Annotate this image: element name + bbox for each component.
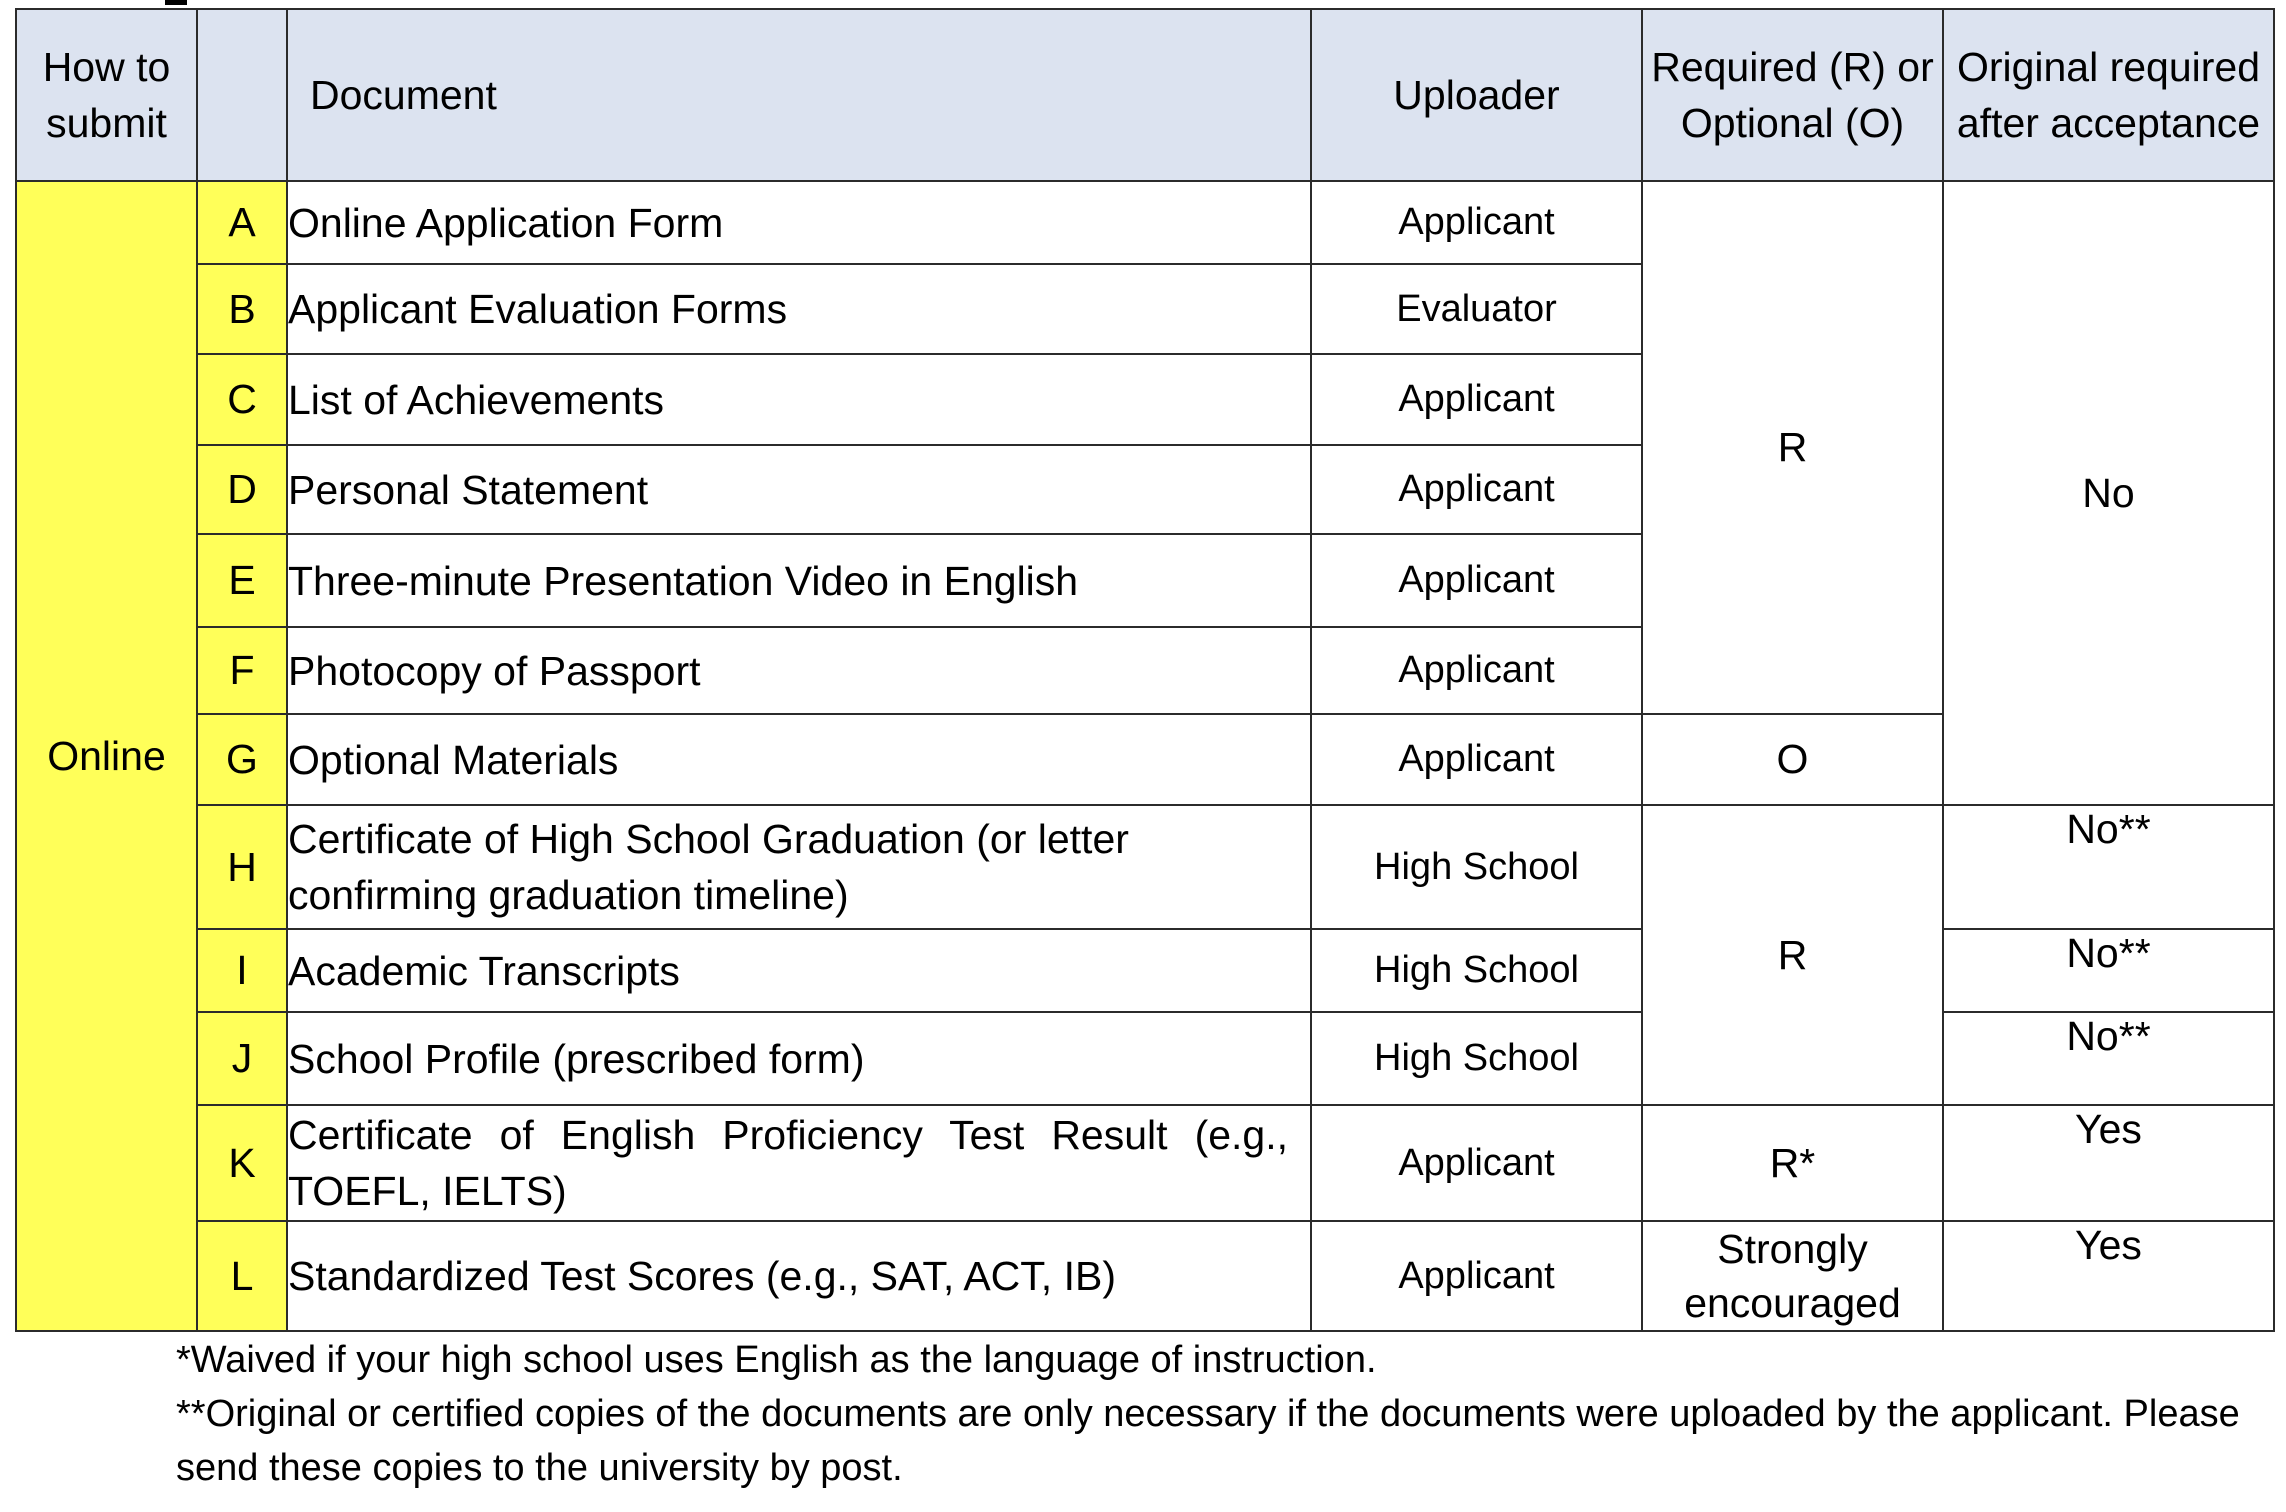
uploader-cell: Applicant [1311,181,1642,264]
document-name: Certificate of High School Graduation (or letter confirming graduation timeline) [287,805,1311,929]
required-cell: R* [1642,1105,1943,1221]
original-cell: No** [1943,805,2274,929]
header-document: Document [287,9,1311,181]
row-letter: C [197,354,287,445]
how-to-submit-cell: Online [16,181,197,1331]
row-letter: I [197,929,287,1012]
uploader-cell: Applicant [1311,445,1642,534]
document-name: Online Application Form [287,181,1311,264]
uploader-cell: Applicant [1311,714,1642,805]
uploader-cell: High School [1311,805,1642,929]
required-cell: Strongly encouraged [1642,1221,1943,1331]
uploader-cell: Applicant [1311,627,1642,714]
row-letter: E [197,534,287,627]
uploader-cell: Evaluator [1311,264,1642,354]
original-cell: Yes [1943,1105,2274,1221]
row-letter: L [197,1221,287,1331]
document-name: Three-minute Presentation Video in English [287,534,1311,627]
table-row [16,1105,2274,1221]
header-how-to-submit: How to submit [16,9,197,181]
footnote-original-copies: **Original or certified copies of the documents are only necessary if the documents were uploaded by the applicant. Please send these copies to the university by post. [176,1393,2240,1489]
footnote-waived: *Waived if your high school uses English as the language of instruction. [176,1339,1377,1381]
row-letter: K [197,1105,287,1221]
uploader-cell: Applicant [1311,1105,1642,1221]
table-row [16,1221,2274,1331]
uploader-cell: Applicant [1311,1221,1642,1331]
row-letter: A [197,181,287,264]
required-cell: R [1642,181,1943,714]
row-letter: D [197,445,287,534]
row-letter: H [197,805,287,929]
header-letter [197,9,287,181]
document-name: School Profile (prescribed form) [287,1012,1311,1105]
original-cell: Yes [1943,1221,2274,1331]
row-letter: B [197,264,287,354]
row-letter: F [197,627,287,714]
table-row [16,181,2274,264]
document-name: Certificate of English Proficiency Test Result (e.g., TOEFL, IELTS) [287,1105,1311,1221]
row-letter: J [197,1012,287,1105]
uploader-cell: Applicant [1311,354,1642,445]
table-row [16,714,2274,805]
documents-table [15,8,2275,1332]
required-cell: R [1642,805,1943,1105]
original-cell: No [1943,181,2274,805]
document-name: Personal Statement [287,445,1311,534]
uploader-cell: Applicant [1311,534,1642,627]
footnotes [176,1333,2256,1495]
uploader-cell: High School [1311,929,1642,1012]
document-name: Optional Materials [287,714,1311,805]
document-name: Applicant Evaluation Forms [287,264,1311,354]
header-row [16,9,2274,181]
header-required: Required (R) or Optional (O) [1642,9,1943,181]
required-cell: O [1642,714,1943,805]
document-name: Standardized Test Scores (e.g., SAT, ACT, IB) [287,1221,1311,1331]
row-letter: G [197,714,287,805]
original-cell: No** [1943,929,2274,1012]
header-original: Original required after acceptance [1943,9,2274,181]
header-uploader: Uploader [1311,9,1642,181]
document-name: Photocopy of Passport [287,627,1311,714]
original-cell: No** [1943,1012,2274,1105]
document-name: Academic Transcripts [287,929,1311,1012]
table-row [16,805,2274,929]
top-edge-mark [165,0,187,5]
uploader-cell: High School [1311,1012,1642,1105]
document-name: List of Achievements [287,354,1311,445]
